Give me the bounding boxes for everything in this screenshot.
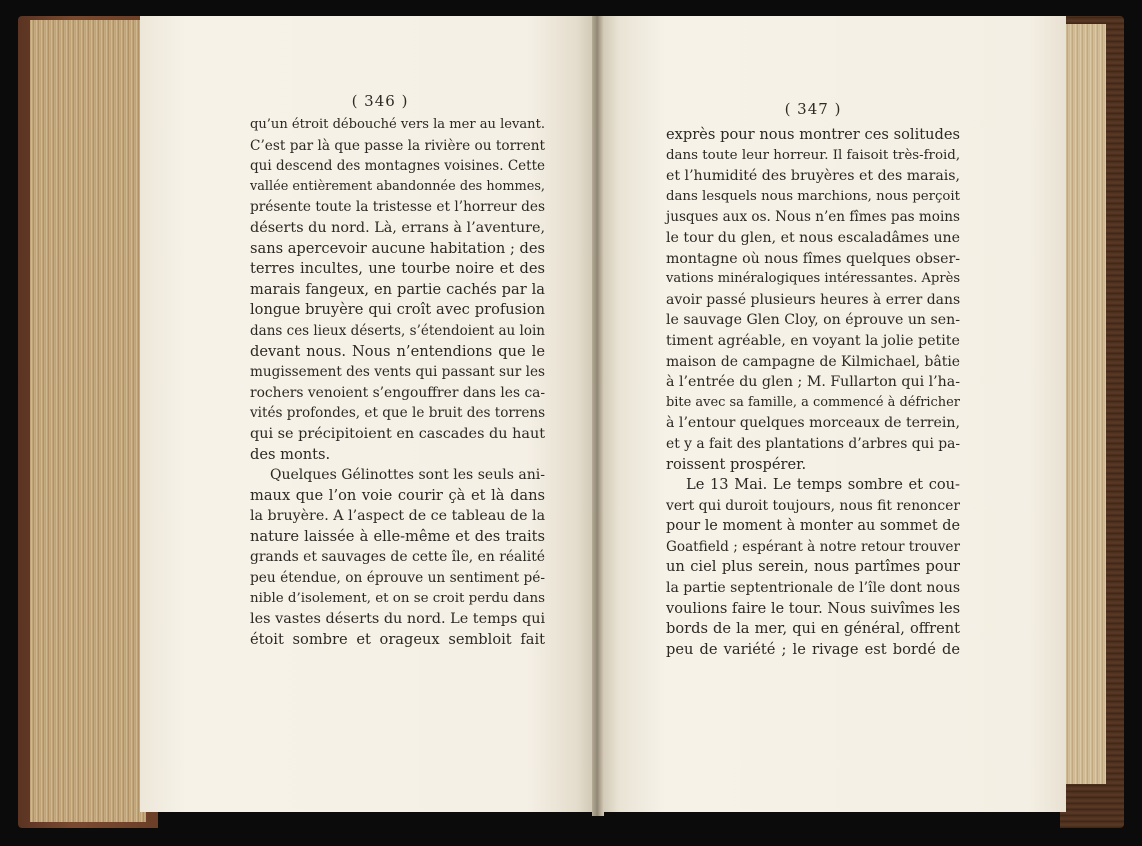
text-line: qui descend des montagnes voisines. Cette [250,158,545,175]
text-line: Goatfield ; espérant à notre retour trouver [666,538,960,555]
text-line: des monts. [250,445,331,463]
text-line: un ciel plus serein, nous partîmes pour [666,558,960,576]
text-line: vallée entièrement abandonnée des hommes, [250,178,545,194]
text-line: la bruyère. A l’aspect de ce tableau de la [250,508,546,525]
text-line: nible d’isolement, et on se croit perdu dans [250,590,545,606]
text-line: peu étendue, on éprouve un sentiment pé- [250,570,546,587]
text-line: rochers venoient s’engouffrer dans les ca- [250,384,546,401]
text-line: pour le moment à monter au sommet de [666,518,960,535]
text-line: Quelques Gélinottes sont les seuls ani- [270,467,545,484]
text-line: roissent prospérer. [666,455,807,473]
text-line: voulions faire le tour. Nous suivîmes les [666,599,961,617]
text-line: maison de campagne de Kilmichael, bâtie [666,353,960,370]
text-line: devant nous. Nous n’entendions que le [250,342,545,360]
text-line: vités profondes, et que le bruit des torrens [250,405,546,422]
text-line: dans toute leur horreur. Il faisoit très-froid, [666,147,961,163]
text-line: et y a fait des plantations d’arbres qui pa- [666,435,961,452]
text-line: le sauvage Glen Cloy, on éprouve un sen- [666,312,960,329]
text-line: grands et sauvages de cette île, en réalité [250,549,545,566]
page-edges-left [30,20,146,822]
text-line: déserts du nord. Là, errans à l’aventure, [250,219,546,236]
text-line: la partie septentrionale de l’île dont nous [666,580,961,597]
left-page-text [250,115,545,650]
text-line: étoit sombre et orageux sembloit fait [250,630,545,648]
text-line: montagne où nous fîmes quelques obser- [666,250,960,267]
page-edges-right [1064,24,1106,784]
text-line: et l’humidité des bruyères et des marais, [666,168,960,185]
text-line: dans lesquels nous marchions, nous perçoit [666,188,960,204]
right-page-number: ( 347 ) [784,100,842,118]
text-line: les vastes déserts du nord. Le temps qui [250,611,546,628]
text-line: timent agréable, en voyant la jolie petite [666,332,960,349]
text-line: à l’entour quelques morceaux de terrein, [666,415,960,432]
text-line: nature laissée à elle-même et des traits [250,527,545,545]
text-line: le tour du glen, et nous escaladâmes une [666,229,960,246]
text-line: qu’un étroit débouché vers la mer au levant. [250,117,545,132]
text-line: peu de variété ; le rivage est bordé de [666,640,960,658]
book-gutter [592,16,604,816]
text-line: mugissement des vents qui passant sur les [250,364,545,381]
text-line: exprès pour nous montrer ces solitudes [666,126,960,143]
text-line: longue bruyère qui croît avec profusion [250,301,545,319]
text-line: avoir passé plusieurs heures à errer dans [666,291,961,308]
right-page-text [666,125,960,660]
left-page-number: ( 346 ) [351,92,409,110]
text-line: marais fangeux, en partie cachés par la [250,280,545,298]
text-line: vert qui duroit toujours, nous fit renoncer [666,497,960,514]
text-line: terres incultes, une tourbe noire et des [250,260,545,278]
text-line: bite avec sa famille, a commencé à défricher [666,394,961,410]
text-line: bords de la mer, qui en général, offrent [666,620,960,638]
text-line: à l’entrée du glen ; M. Fullarton qui l’ha- [666,374,960,391]
text-line: qui se précipitoient en cascades du haut [250,425,545,442]
text-line: vations minéralogiques intéressantes. Après [666,271,961,287]
text-line: dans ces lieux déserts, s’étendoient au loin [250,322,545,339]
text-line: C’est par là que passe la rivière ou torrent [250,137,545,154]
text-line: présente toute la tristesse et l’horreur des [250,199,545,216]
text-line: Le 13 Mai. Le temps sombre et cou- [686,476,960,494]
text-line: maux que l’on voie courir çà et là dans [250,486,545,504]
text-line: sans apercevoir aucune habitation ; des [250,239,545,257]
text-line: jusques aux os. Nous n’en fîmes pas moins [666,209,960,226]
